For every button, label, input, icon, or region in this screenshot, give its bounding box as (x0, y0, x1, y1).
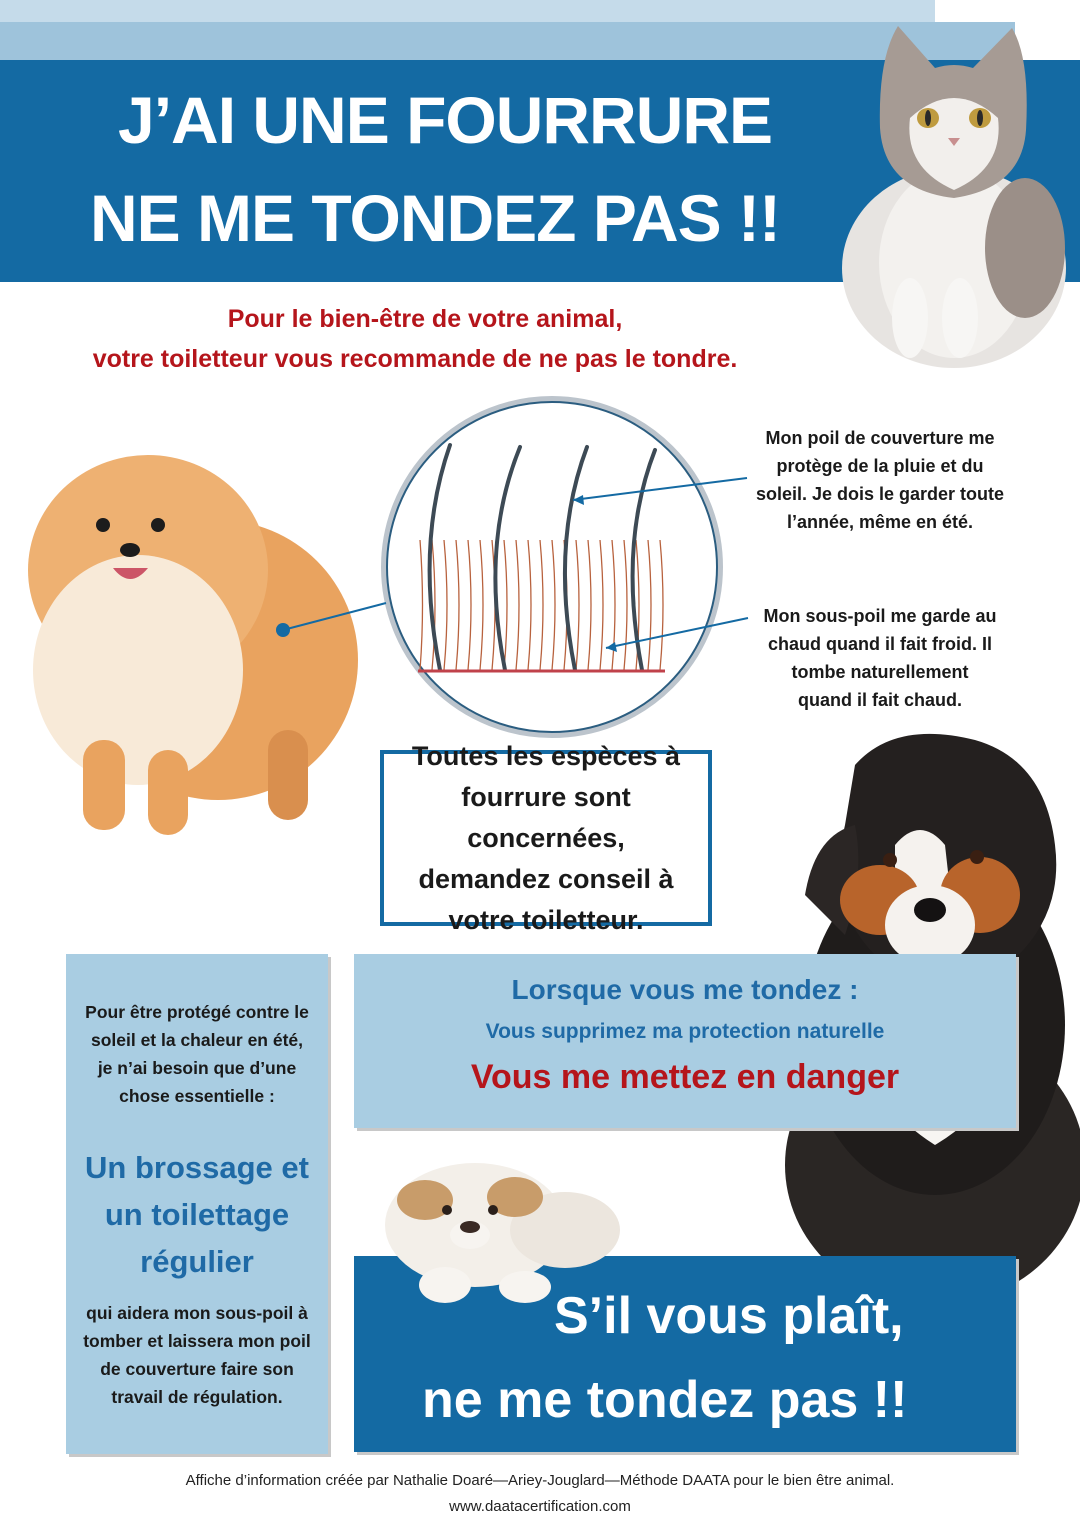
undercoat-callout: Mon sous-poil me garde au chaud quand il fait froid. Il tombe naturellement quand il fait chaud. (763, 606, 997, 710)
shaving-warning-subtitle: Vous supprimez ma protection naturelle (485, 1020, 885, 1043)
plea-line-1: S’il vous plaît, (554, 1287, 904, 1345)
magnifier-hair-diagram (380, 395, 725, 740)
advice-highlight: Un brossage et un toilettage régulier (85, 1150, 309, 1279)
pomeranian-photo (18, 440, 358, 850)
shaving-warning-title: Lorsque vous me tondez : (511, 974, 859, 1005)
subtitle-line-1: Pour le bien-être de votre animal, (227, 305, 623, 333)
topcoat-callout: Mon poil de couverture me protège de la pluie et du soleil. Je dois le garder toute l’année, même en été. (755, 428, 1005, 532)
plea-line-2: ne me tondez pas !! (422, 1371, 908, 1429)
advice-outro: qui aidera mon sous-poil à tomber et laissera mon poil de couverture faire son travail de régulation. (83, 1303, 311, 1407)
species-note-box: Toutes les espèces à fourrure sont concernées, demandez conseil à votre toiletteur. (380, 750, 712, 926)
shaving-danger-text: Vous me mettez en danger (470, 1058, 900, 1096)
bulldog-puppy-photo (365, 1155, 625, 1305)
footer-url: www.daatacertification.com (449, 1498, 631, 1515)
shaving-warning-panel (354, 954, 1016, 1128)
header-strip (0, 0, 935, 22)
title-line-2: NE ME TONDEZ PAS !! (90, 181, 780, 255)
subtitle-line-2: votre toiletteur vous recommande de ne pas le tondre. (92, 345, 738, 373)
title-line-1: J’AI UNE FOURRURE (118, 83, 773, 157)
grooming-advice-panel (66, 954, 328, 1454)
advice-intro: Pour être protégé contre le soleil et la chaleur en été, je n’ai besoin que d’une chose essentielle : (85, 1002, 309, 1106)
footer-credit: Affiche d’information créée par Nathalie Doaré—Ariey-Jouglard—Méthode DAATA pour le bien être animal. (185, 1472, 895, 1489)
